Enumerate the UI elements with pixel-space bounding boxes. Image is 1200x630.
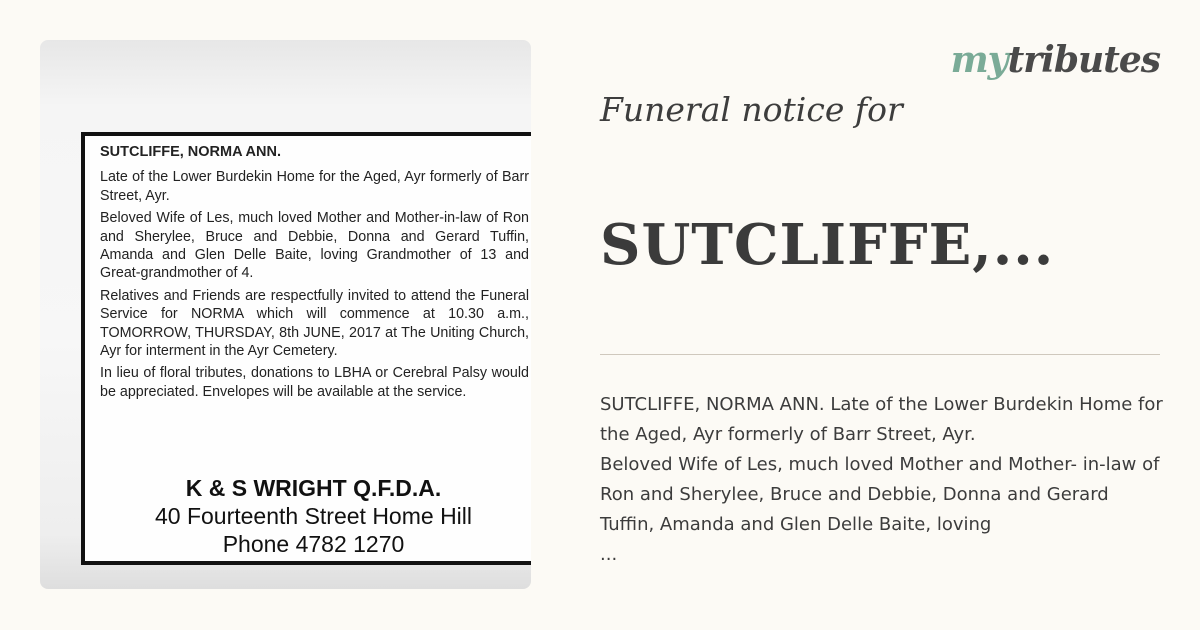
mytributes-logo[interactable] [951, 39, 1160, 81]
funeral-director-name: K & S WRIGHT Q.F.D.A. [185, 475, 442, 501]
funeral-director-address: 40 Fourteenth Street Home Hill [154, 503, 473, 529]
notice-paragraph: Relatives and Friends are respectfully invited to attend the Funeral Service for NORMA which will commence at 10.30 a.m., TOMORROW, THURSDAY, 8th JUNE, 2017 at The Uniting Church, Ayr for interment in the Ayr Cemetery. [100, 287, 529, 360]
funeral-director-block [85, 474, 531, 558]
notice-title: SUTCLIFFE, NORMA ANN. [100, 144, 281, 160]
logo-my: my [950, 39, 1008, 81]
excerpt-line: Beloved Wife of Les, much loved Mother and Mother- in-law of Ron and Sherylee, Bruce and Debbie, Donna and Gerard Tuffin, Amanda and Glen Delle Baite, loving [600, 454, 1160, 535]
divider [600, 354, 1160, 355]
notice-paragraph: Late of the Lower Burdekin Home for the Aged, Ayr formerly of Barr Street, Ayr. [100, 169, 529, 204]
notice-text [85, 136, 531, 401]
notice-paragraph: In lieu of floral tributes, donations to LBHA or Cerebral Palsy would be appreciated. Envelopes will be available at the service. [100, 365, 529, 400]
excerpt-line: SUTCLIFFE, NORMA ANN. Late of the Lower Burdekin Home for the Aged, Ayr formerly of Barr Street, Ayr. [600, 394, 1163, 445]
notice-paragraph: Beloved Wife of Les, much loved Mother and Mother-in-law of Ron and Sherylee, Bruce and Debbie, Donna and Gerard Tuffin, Amanda and Glen Delle Baite, loving Grandmother of 13 and Great-grandmother of 4. [100, 210, 529, 282]
logo-tributes: tributes [1007, 39, 1160, 81]
notice-image [40, 40, 531, 589]
excerpt-ellipsis: ... [600, 544, 618, 565]
notice-border [81, 132, 531, 565]
page-subtitle: Funeral notice for [600, 90, 903, 129]
notice-excerpt [600, 390, 1165, 570]
deceased-name-heading: SUTCLIFFE,... [600, 212, 1055, 278]
funeral-director-phone: Phone 4782 1270 [222, 531, 405, 557]
